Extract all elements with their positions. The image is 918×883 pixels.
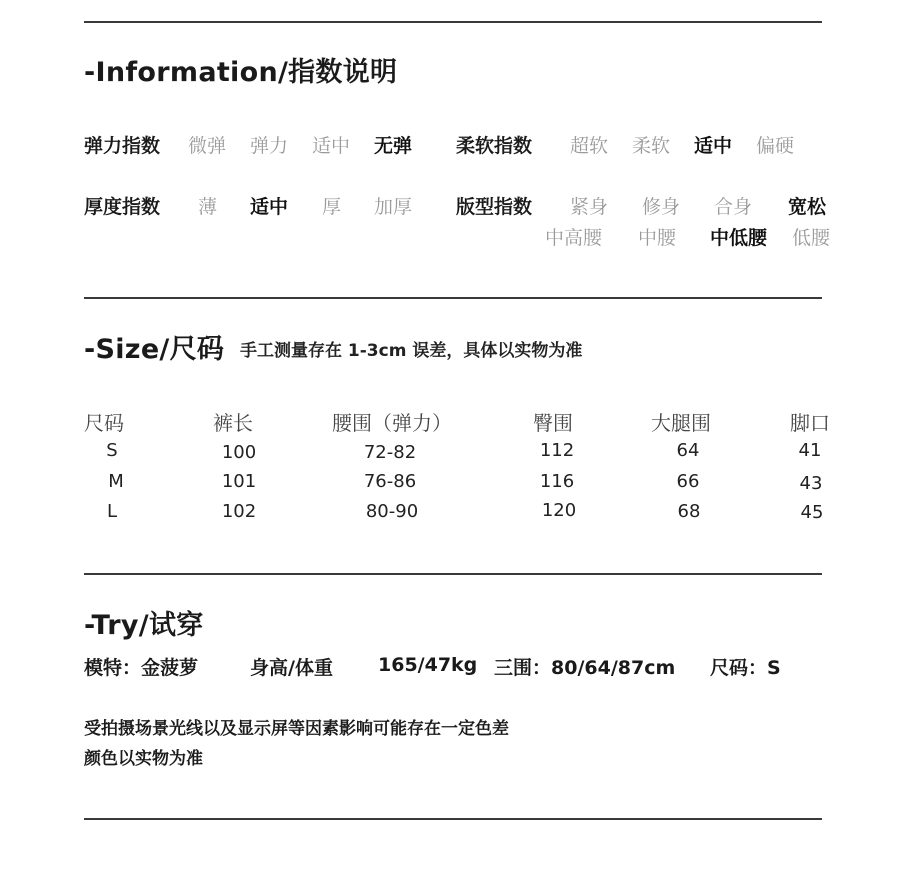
thickness-option-selected: 适中 [250,196,289,218]
table-cell: L [106,501,118,522]
table-cell: 72-82 [363,442,417,463]
size-header: 裤长 [213,411,253,435]
thickness-option: 厚 [322,196,342,218]
waist-option: 低腰 [792,227,831,249]
waist-option: 中腰 [638,227,677,249]
table-cell: 80-90 [365,501,419,522]
elasticity-option: 弹力 [250,135,289,157]
table-cell: 102 [221,501,257,522]
thickness-option: 薄 [198,196,218,218]
divider-bottom [84,818,822,820]
thickness-label: 厚度指数 [84,196,161,218]
table-cell: 76-86 [363,471,417,492]
fit-option-selected: 宽松 [788,196,827,218]
table-cell: 64 [676,440,700,461]
size-header: 尺码 [84,411,124,435]
size-title: -Size/尺码 [84,334,225,365]
softness-option-selected: 适中 [694,135,733,157]
height-weight-label: 身高/体重 [250,657,333,679]
try-title: -Try/试穿 [84,610,204,641]
softness-option: 柔软 [632,135,671,157]
model-measurements: 三围：80/64/87cm [494,657,676,679]
fit-label: 版型指数 [456,196,533,218]
waist-option-selected: 中低腰 [710,227,768,249]
divider-top [84,21,822,23]
size-header: 腰围（弹力） [332,411,452,435]
fit-option: 修身 [642,196,681,218]
elasticity-option-selected: 无弹 [374,135,413,157]
table-cell: 112 [539,440,575,461]
size-header: 大腿围 [651,411,711,435]
table-cell: 101 [221,471,257,492]
thickness-option: 加厚 [374,196,413,218]
table-cell: 41 [798,440,822,461]
table-cell: 120 [541,500,577,521]
table-cell: 43 [799,473,823,494]
fit-option: 合身 [714,196,753,218]
softness-option: 偏硬 [756,135,795,157]
size-note: 手工测量存在 1-3cm 误差，具体以实物为准 [240,341,583,361]
fit-option: 紧身 [570,196,609,218]
table-cell: S [106,440,118,461]
elasticity-option: 微弹 [188,135,227,157]
softness-option: 超软 [570,135,609,157]
information-title: -Information/指数说明 [84,57,398,88]
table-cell: 116 [539,471,575,492]
table-cell: M [108,471,124,492]
height-weight-value: 165/47kg [378,654,478,676]
elasticity-option: 适中 [312,135,351,157]
table-cell: 66 [676,471,700,492]
model-name: 模特：金菠萝 [84,657,199,679]
divider-size [84,573,822,575]
disclaimer-line: 颜色以实物为准 [84,749,203,769]
elasticity-label: 弹力指数 [84,135,161,157]
waist-option: 中高腰 [545,227,603,249]
disclaimer-line: 受拍摄场景光线以及显示屏等因素影响可能存在一定色差 [84,719,509,739]
softness-label: 柔软指数 [456,135,533,157]
table-cell: 68 [677,501,701,522]
table-cell: 45 [800,502,824,523]
model-size: 尺码：S [710,657,781,679]
table-cell: 100 [221,442,257,463]
size-header: 臀围 [533,411,573,435]
divider-information [84,297,822,299]
size-header: 脚口 [790,411,830,435]
